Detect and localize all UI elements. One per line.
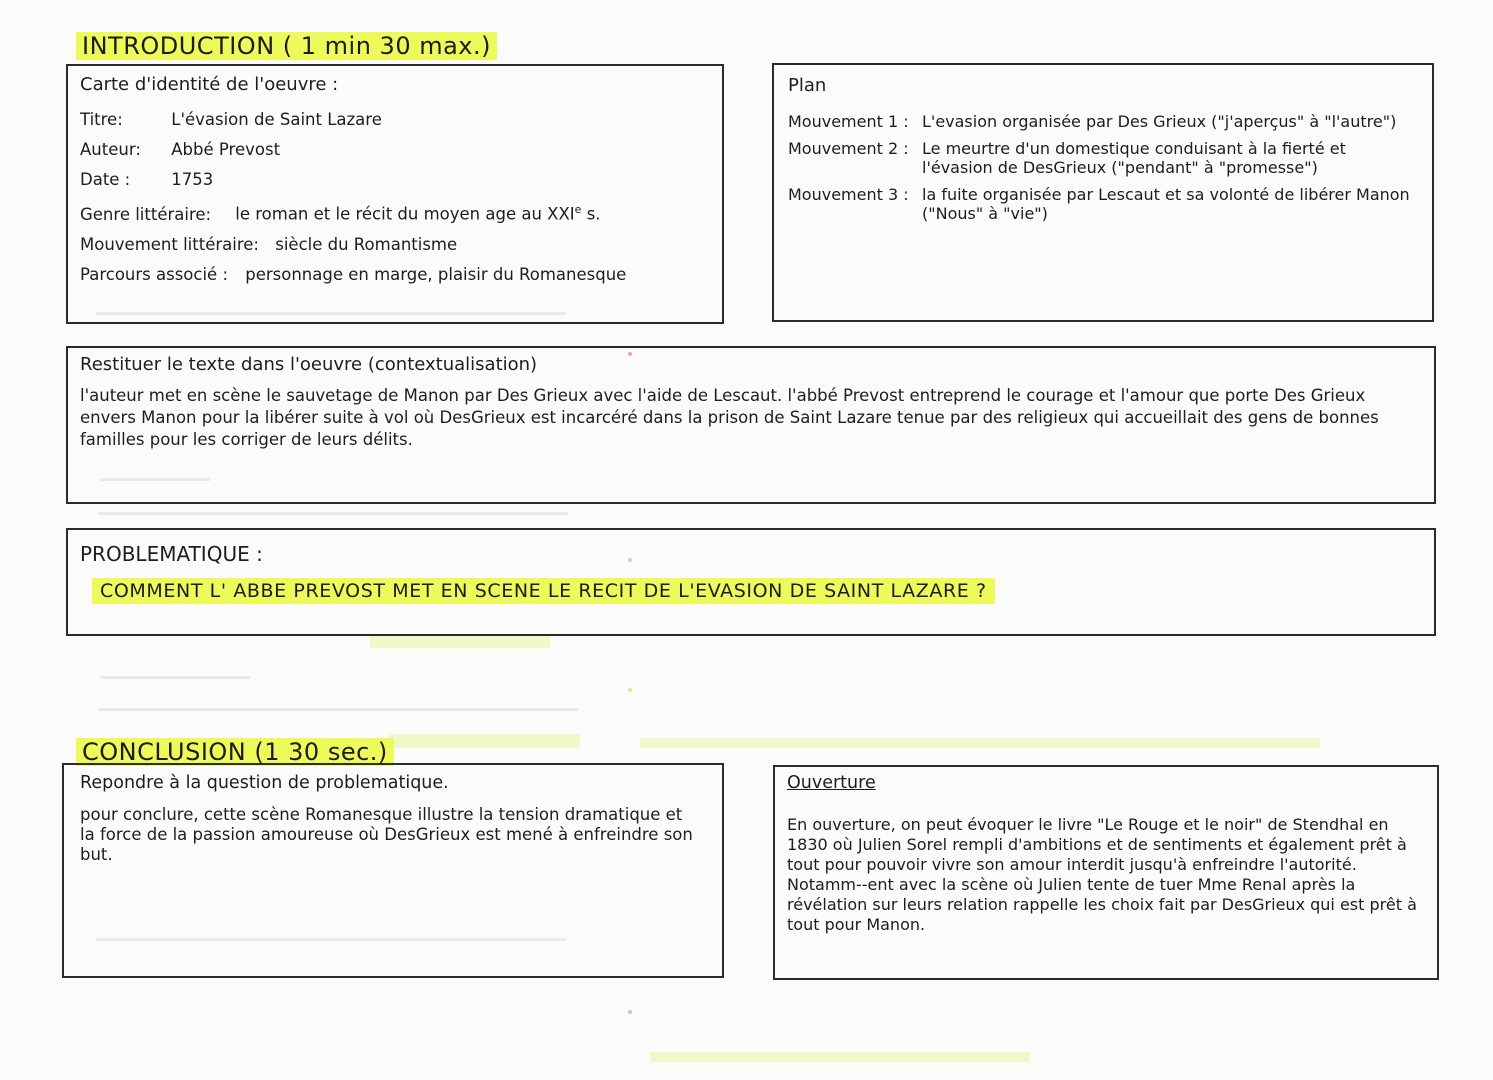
plan-movement-label: Mouvement 3 : <box>788 185 909 204</box>
bleed-through-mark <box>650 1052 1030 1062</box>
bleed-through-mark <box>98 708 578 711</box>
identity-card-rows <box>80 109 710 285</box>
bleed-through-mark <box>390 734 580 748</box>
conclusion-title: CONCLUSION (1 30 sec.) <box>76 738 394 766</box>
bleed-through-mark <box>640 738 1320 748</box>
contextualisation-heading: Restituer le texte dans l'oeuvre (contextualisation) <box>80 354 538 375</box>
identity-row-label: Mouvement littéraire: <box>80 234 259 254</box>
identity-row-value: Abbé Prevost <box>171 140 281 159</box>
contextualisation-box <box>66 346 1436 504</box>
bleed-through-dot <box>628 1010 632 1014</box>
plan-movement <box>788 185 1418 223</box>
introduction-title: INTRODUCTION ( 1 min 30 max.) <box>76 32 497 60</box>
identity-row-movement <box>80 234 710 255</box>
plan-movement <box>788 112 1418 131</box>
bleed-through-mark <box>98 512 568 515</box>
identity-row-value: 1753 <box>171 170 214 189</box>
identity-row-superscript: e <box>574 203 582 216</box>
opening-heading: Ouverture <box>787 773 876 793</box>
identity-card-box <box>66 64 724 324</box>
identity-row-title <box>80 109 710 130</box>
identity-row-path <box>80 264 710 285</box>
conclusion-answer-box <box>62 763 724 978</box>
plan-box <box>772 63 1434 322</box>
identity-row-date <box>80 169 710 190</box>
identity-row-suffix: s. <box>586 204 601 224</box>
identity-card-heading: Carte d'identité de l'oeuvre : <box>80 74 339 95</box>
identity-row-value: L'évasion de Saint Lazare <box>171 110 382 129</box>
plan-movement-label: Mouvement 2 : <box>788 139 909 158</box>
identity-row-label: Titre: <box>80 110 123 129</box>
conclusion-answer-heading: Repondre à la question de problematique. <box>80 773 449 793</box>
conclusion-answer-text: pour conclure, cette scène Romanesque illustre la tension dramatique et la force de la passion amoureuse où DesGrieux est mené à enfreindre son but. <box>80 805 693 864</box>
bleed-through-mark <box>370 634 550 648</box>
identity-row-author <box>80 139 710 160</box>
plan-heading: Plan <box>788 75 827 96</box>
identity-row-label: Auteur: <box>80 140 141 159</box>
identity-row-label: Date : <box>80 170 131 189</box>
identity-row-value: personnage en marge, plaisir du Romanesque <box>245 264 627 284</box>
problematic-heading: PROBLEMATIQUE : <box>80 542 263 566</box>
identity-row-genre <box>80 199 710 225</box>
problematic-box <box>66 528 1436 636</box>
plan-movement-text: L'evasion organisée par Des Grieux ("j'aperçus" à "l'autre") <box>922 112 1397 131</box>
bleed-through-dot <box>628 688 632 692</box>
plan-movement <box>788 139 1418 177</box>
contextualisation-text: l'auteur met en scène le sauvetage de Manon par Des Grieux avec l'aide de Lescaut. l'abbé Prevost entreprend le courage et l'amour que porte Des Grieux envers Manon pour la libérer suite à vol où DesGrieux est incarcéré dans la prison de Saint Lazare tenue par des religieux qui accueillait des gens de bonnes familles pour les corriger de leurs délits. <box>80 386 1379 449</box>
plan-movement-text: la fuite organisée par Lescaut et sa volonté de libérer Manon ("Nous" à "vie") <box>922 185 1410 223</box>
plan-movement-label: Mouvement 1 : <box>788 112 909 131</box>
problematic-question: COMMENT L' ABBE PREVOST MET EN SCENE LE RECIT DE L'EVASION DE SAINT LAZARE ? <box>92 578 995 604</box>
identity-row-label: Parcours associé : <box>80 264 229 284</box>
opening-text: En ouverture, on peut évoquer le livre "Le Rouge et le noir" de Stendhal en 1830 où Julien Sorel rempli d'ambitions et de sentiments et également prêt à tout pour pouvoir vivre son amour interdit jusqu'à enfreindre l'autorité. Notamm--ent avec la scène où Julien tente de tuer Mme Renal après la révélation sur leurs relation rappelle les choix fait par DesGrieux qui est prêt à tout pour Manon. <box>787 815 1417 934</box>
plan-movement-text: Le meurtre d'un domestique conduisant à la fierté et l'évasion de DesGrieux ("pendant" à "promesse") <box>922 139 1346 177</box>
identity-row-value: le roman et le récit du moyen age au XXI <box>235 204 575 224</box>
opening-box <box>773 765 1439 980</box>
identity-row-label: Genre littéraire: <box>80 204 212 224</box>
identity-row-value: siècle du Romantisme <box>275 234 458 254</box>
bleed-through-mark <box>100 676 250 679</box>
